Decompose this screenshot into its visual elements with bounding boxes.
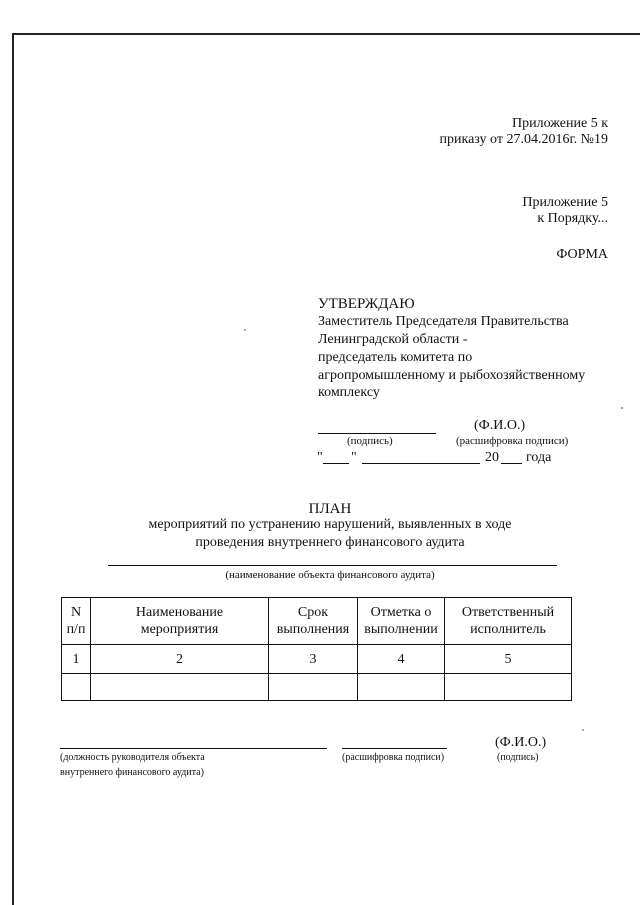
scan-speck	[244, 329, 246, 331]
table-number-row	[62, 645, 572, 674]
table-header-row	[62, 598, 572, 645]
scan-speck	[582, 729, 584, 731]
header-cell-number-line-2: п/п	[66, 622, 86, 637]
header-cell-completion-mark	[358, 598, 445, 645]
scan-edge-left	[12, 33, 14, 905]
plan-subtitle-line-1: мероприятий по устранению нарушений, выявленных в ходе	[148, 517, 512, 532]
empty-cell-5	[445, 674, 572, 701]
footer-position-caption-line-2: внутреннего финансового аудита)	[60, 767, 204, 778]
appendix-line-1: Приложение 5 к	[512, 116, 608, 131]
header-cell-responsible-line-2: исполнитель	[470, 622, 546, 637]
date-month-line	[362, 463, 480, 464]
footer-decoding-line	[342, 748, 447, 749]
header-cell-activity-line-1: Наименование	[135, 605, 224, 620]
footer-signature-caption: (подпись)	[497, 752, 539, 763]
object-name-line	[108, 565, 557, 566]
empty-cell-2	[91, 674, 269, 701]
approve-line-2: Ленинградской области -	[318, 332, 468, 347]
header-cell-activity	[91, 598, 269, 645]
number-cell-2: 2	[91, 645, 269, 674]
header-cell-deadline-line-1: Срок	[297, 605, 329, 620]
header-cell-deadline-line-2: выполнения	[276, 622, 350, 637]
appendix-line-2: приказу от 27.04.2016г. №19	[439, 132, 608, 147]
date-year-suffix: года	[526, 450, 552, 465]
footer-position-line	[60, 748, 327, 749]
object-caption: (наименование объекта финансового аудита)	[225, 569, 435, 581]
footer-position-caption-line-1: (должность руководителя объекта	[60, 752, 205, 763]
table-empty-row	[62, 674, 572, 701]
header-cell-activity-line-2: мероприятия	[140, 622, 219, 637]
plan-title: ПЛАН	[308, 501, 352, 517]
number-cell-5: 5	[445, 645, 572, 674]
approve-line-4: агропромышленному и рыбохозяйственному	[318, 368, 586, 383]
scan-edge-top	[12, 33, 640, 35]
header-cell-responsible-line-1: Ответственный	[461, 605, 555, 620]
header-cell-number	[62, 598, 91, 645]
footer-decoding-caption: (расшифровка подписи)	[342, 752, 445, 763]
signature-line	[318, 433, 436, 434]
number-cell-4: 4	[358, 645, 445, 674]
date-day-line	[323, 463, 349, 464]
form-label: ФОРМА	[556, 247, 608, 262]
date-year-prefix: 20	[485, 450, 499, 465]
appendix-line-4: к Порядку...	[537, 211, 608, 226]
date-year-line	[501, 463, 522, 464]
header-cell-responsible	[445, 598, 572, 645]
empty-cell-4	[358, 674, 445, 701]
approve-signature-caption: (подпись)	[347, 435, 393, 447]
header-cell-deadline	[269, 598, 358, 645]
approve-line-5: комплексу	[318, 385, 380, 400]
approve-fio: (Ф.И.О.)	[474, 418, 526, 433]
footer-fio: (Ф.И.О.)	[495, 735, 547, 750]
date-quote-close: "	[351, 450, 357, 465]
header-cell-completion-mark-line-2: выполнении	[364, 622, 438, 637]
plan-subtitle-line-2: проведения внутреннего финансового аудита	[195, 535, 465, 550]
header-cell-number-line-1: N	[70, 605, 82, 620]
plan-table	[61, 597, 572, 701]
approve-decoding-caption: (расшифровка подписи)	[456, 435, 569, 447]
approve-title: УТВЕРЖДАЮ	[318, 296, 415, 312]
empty-cell-3	[269, 674, 358, 701]
date-quote-open: "	[317, 450, 323, 465]
scan-speck	[621, 407, 623, 409]
approve-line-3: председатель комитета по	[318, 350, 473, 365]
appendix-line-3: Приложение 5	[522, 195, 608, 210]
empty-cell-1	[62, 674, 91, 701]
approve-line-1: Заместитель Председателя Правительства	[318, 314, 569, 329]
number-cell-3: 3	[269, 645, 358, 674]
number-cell-1: 1	[62, 645, 91, 674]
header-cell-completion-mark-line-1: Отметка о	[370, 605, 432, 620]
